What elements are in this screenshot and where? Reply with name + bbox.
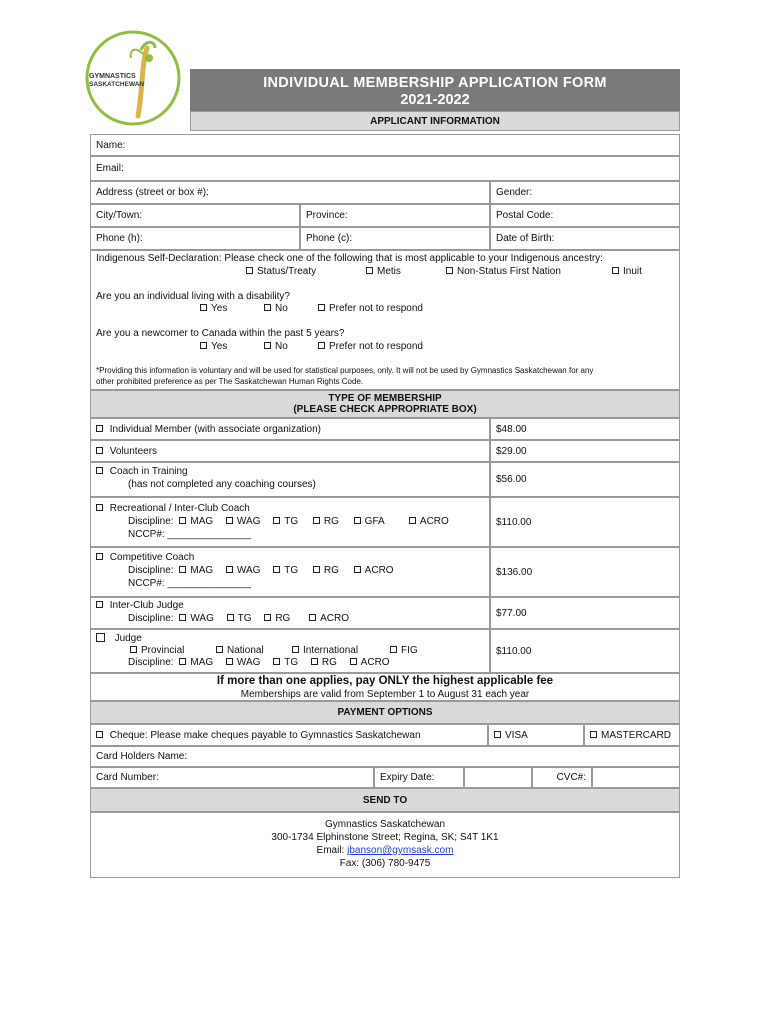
- cvc-field[interactable]: [592, 767, 680, 788]
- checkbox-icon: [318, 304, 325, 311]
- individual-member-price: $48.00: [490, 418, 680, 440]
- checkbox-icon: [227, 614, 234, 621]
- rec-mag[interactable]: MAG: [179, 516, 213, 527]
- checkbox-icon: [446, 267, 453, 274]
- checkbox-icon: [246, 267, 253, 274]
- province-field[interactable]: Province:: [300, 204, 490, 227]
- phone-c-field[interactable]: Phone (c):: [300, 227, 490, 250]
- card-holder-field[interactable]: Card Holders Name:: [90, 746, 680, 767]
- payment-section-title: PAYMENT OPTIONS: [90, 701, 680, 724]
- rec-rg[interactable]: RG: [313, 516, 339, 527]
- judge-wag[interactable]: WAG: [226, 657, 261, 668]
- rec-acro[interactable]: ACRO: [409, 516, 449, 527]
- checkbox-icon: [264, 304, 271, 311]
- checkbox-icon: [273, 566, 280, 573]
- checkbox-icon: [200, 342, 207, 349]
- icj-wag[interactable]: WAG: [179, 613, 214, 624]
- checkbox-icon: [226, 517, 233, 524]
- phone-h-field[interactable]: Phone (h):: [90, 227, 300, 250]
- icj-acro[interactable]: ACRO: [309, 613, 349, 624]
- judge-mag[interactable]: MAG: [179, 657, 213, 668]
- coach-training-price: $56.00: [490, 462, 680, 497]
- checkbox-icon: [226, 658, 233, 665]
- judge-price: $110.00: [490, 629, 680, 673]
- checkbox-icon: [179, 614, 186, 621]
- rec-wag[interactable]: WAG: [226, 516, 261, 527]
- comp-coach-nccp[interactable]: NCCP#: _______________: [128, 578, 251, 589]
- mastercard-option[interactable]: MASTERCARD: [584, 724, 680, 746]
- checkbox-icon: [273, 517, 280, 524]
- comp-coach-label: Competitive Coach: [96, 552, 194, 563]
- rec-tg[interactable]: TG: [273, 516, 298, 527]
- city-field[interactable]: City/Town:: [90, 204, 300, 227]
- disability-option-prefer[interactable]: Prefer not to respond: [318, 303, 423, 314]
- checkbox-icon: [409, 517, 416, 524]
- checkbox-icon: [318, 342, 325, 349]
- send-fax: Fax: (306) 780-9475: [339, 858, 431, 869]
- checkbox-icon: [96, 447, 103, 454]
- highest-fee-note: If more than one applies, pay ONLY the highest applicable fee: [216, 675, 554, 687]
- dob-field[interactable]: Date of Birth:: [490, 227, 680, 250]
- form-header: [190, 69, 680, 111]
- send-section-title: SEND TO: [90, 788, 680, 812]
- icj-rg[interactable]: RG: [264, 613, 290, 624]
- coach-training-sub: (has not completed any coaching courses): [128, 479, 316, 490]
- checkbox-icon: [612, 267, 619, 274]
- checkbox-icon: [313, 517, 320, 524]
- checkbox-icon: [292, 646, 299, 653]
- checkbox-icon: [590, 731, 597, 738]
- comp-tg[interactable]: TG: [273, 565, 298, 576]
- checkbox-icon: [96, 425, 103, 432]
- rec-coach-nccp[interactable]: NCCP#: _______________: [128, 529, 251, 540]
- icj-tg[interactable]: TG: [227, 613, 252, 624]
- expiry-label: Expiry Date:: [374, 767, 464, 788]
- indigenous-option-metis[interactable]: Metis: [366, 266, 401, 277]
- comp-rg[interactable]: RG: [313, 565, 339, 576]
- checkbox-icon: [494, 731, 501, 738]
- checkbox-icon: [96, 553, 103, 560]
- disclaimer-line1: *Providing this information is voluntary and will be used for statistical purposes, only. It will not be used by Gymnastics Saskatchewan for any: [96, 366, 594, 375]
- rec-coach-label: Recreational / Inter-Club Coach: [96, 503, 250, 514]
- newcomer-question: Are you a newcomer to Canada within the past 5 years?: [96, 328, 345, 339]
- rec-gfa[interactable]: GFA: [354, 516, 384, 527]
- checkbox-icon: [96, 601, 103, 608]
- comp-wag[interactable]: WAG: [226, 565, 261, 576]
- indigenous-option-status[interactable]: Status/Treaty: [246, 266, 316, 277]
- send-email-line: Email: jbanson@gymsask.com: [316, 845, 454, 856]
- judge-level-international[interactable]: International: [292, 645, 358, 656]
- checkbox-icon: [179, 517, 186, 524]
- name-field[interactable]: Name:: [90, 134, 680, 156]
- disability-option-yes[interactable]: Yes: [200, 303, 227, 314]
- checkbox-icon: [350, 658, 357, 665]
- form-year: 2021-2022: [400, 92, 470, 108]
- comp-acro[interactable]: ACRO: [354, 565, 394, 576]
- checkbox-icon: [390, 646, 397, 653]
- newcomer-option-no[interactable]: No: [264, 341, 288, 352]
- judge-acro[interactable]: ACRO: [350, 657, 390, 668]
- email-field[interactable]: Email:: [90, 156, 680, 181]
- comp-coach-disciplines: Discipline: MAG WAG TG RG ACRO: [128, 565, 394, 576]
- send-address: 300-1734 Elphinstone Street; Regina, SK; S4T 1K1: [271, 832, 499, 843]
- checkbox-icon: [311, 658, 318, 665]
- rec-coach-disciplines: Discipline: MAG WAG TG RG GFA ACRO: [128, 516, 449, 527]
- checkbox-icon: [226, 566, 233, 573]
- gender-field[interactable]: Gender:: [490, 181, 680, 204]
- newcomer-option-prefer[interactable]: Prefer not to respond: [318, 341, 423, 352]
- judge-level-provincial[interactable]: Provincial: [130, 645, 184, 656]
- visa-option[interactable]: VISA: [488, 724, 584, 746]
- validity-note: Memberships are valid from September 1 to August 31 each year: [240, 689, 530, 700]
- checkbox-icon: [179, 658, 186, 665]
- coach-training-label: Coach in Training: [96, 466, 188, 477]
- indigenous-question: Indigenous Self-Declaration: Please check one of the following that is most applicable to your Indigenous ancestry:: [96, 253, 603, 264]
- volunteers-row[interactable]: Volunteers: [90, 440, 490, 462]
- rec-coach-price: $110.00: [490, 497, 680, 547]
- checkbox-icon: [273, 658, 280, 665]
- form-title: INDIVIDUAL MEMBERSHIP APPLICATION FORM: [263, 75, 607, 91]
- checkbox-icon: [130, 646, 137, 653]
- postal-field[interactable]: Postal Code:: [490, 204, 680, 227]
- comp-coach-price: $136.00: [490, 547, 680, 597]
- ic-judge-label: Inter-Club Judge: [96, 600, 184, 611]
- address-field[interactable]: Address (street or box #):: [90, 181, 490, 204]
- ic-judge-disciplines: Discipline: WAG TG RG ACRO: [128, 613, 350, 624]
- checkbox-icon: [264, 614, 271, 621]
- checkbox-icon: [354, 566, 361, 573]
- logo-line1: GYMNASTICS: [89, 73, 136, 80]
- checkbox-icon: [96, 467, 103, 474]
- checkbox-icon: [179, 566, 186, 573]
- checkbox-icon: [96, 731, 103, 738]
- judge-rg[interactable]: RG: [311, 657, 337, 668]
- disability-option-no[interactable]: No: [264, 303, 288, 314]
- judge-tg[interactable]: TG: [273, 657, 298, 668]
- checkbox-icon: [200, 304, 207, 311]
- judge-label: Judge: [96, 633, 142, 644]
- checkbox-icon: [96, 504, 103, 511]
- disability-question: Are you an individual living with a disability?: [96, 291, 290, 302]
- individual-member-row[interactable]: Individual Member (with associate organization): [90, 418, 490, 440]
- judge-level-fig[interactable]: FIG: [390, 645, 418, 656]
- logo-line2: SASKATCHEWAN: [89, 81, 145, 88]
- send-org: Gymnastics Saskatchewan: [324, 819, 446, 830]
- checkbox-icon: [96, 633, 105, 642]
- applicant-section-title: APPLICANT INFORMATION: [190, 111, 680, 131]
- volunteers-price: $29.00: [490, 440, 680, 462]
- checkbox-icon: [313, 566, 320, 573]
- judge-disciplines: Discipline: MAG WAG TG RG ACRO: [128, 657, 390, 668]
- checkbox-icon: [354, 517, 361, 524]
- send-email-link[interactable]: jbanson@gymsask.com: [347, 845, 454, 856]
- logo: [83, 28, 183, 128]
- checkbox-icon: [216, 646, 223, 653]
- indigenous-option-nonstatus[interactable]: Non-Status First Nation: [446, 266, 561, 277]
- checkbox-icon: [366, 267, 373, 274]
- cheque-option[interactable]: Cheque: Please make cheques payable to Gymnastics Saskatchewan: [90, 724, 488, 746]
- expiry-field[interactable]: [464, 767, 532, 788]
- checkbox-icon: [309, 614, 316, 621]
- indigenous-option-inuit[interactable]: Inuit: [612, 266, 642, 277]
- cvc-label: CVC#:: [532, 767, 592, 788]
- membership-section-title: TYPE OF MEMBERSHIP (PLEASE CHECK APPROPRIATE BOX): [90, 390, 680, 418]
- checkbox-icon: [264, 342, 271, 349]
- disclaimer-line2: other prohibited preference as per The Saskatchewan Human Rights Code.: [96, 377, 364, 386]
- comp-mag[interactable]: MAG: [179, 565, 213, 576]
- ic-judge-price: $77.00: [490, 597, 680, 629]
- card-number-field[interactable]: Card Number:: [90, 767, 374, 788]
- newcomer-option-yes[interactable]: Yes: [200, 341, 227, 352]
- judge-level-national[interactable]: National: [216, 645, 264, 656]
